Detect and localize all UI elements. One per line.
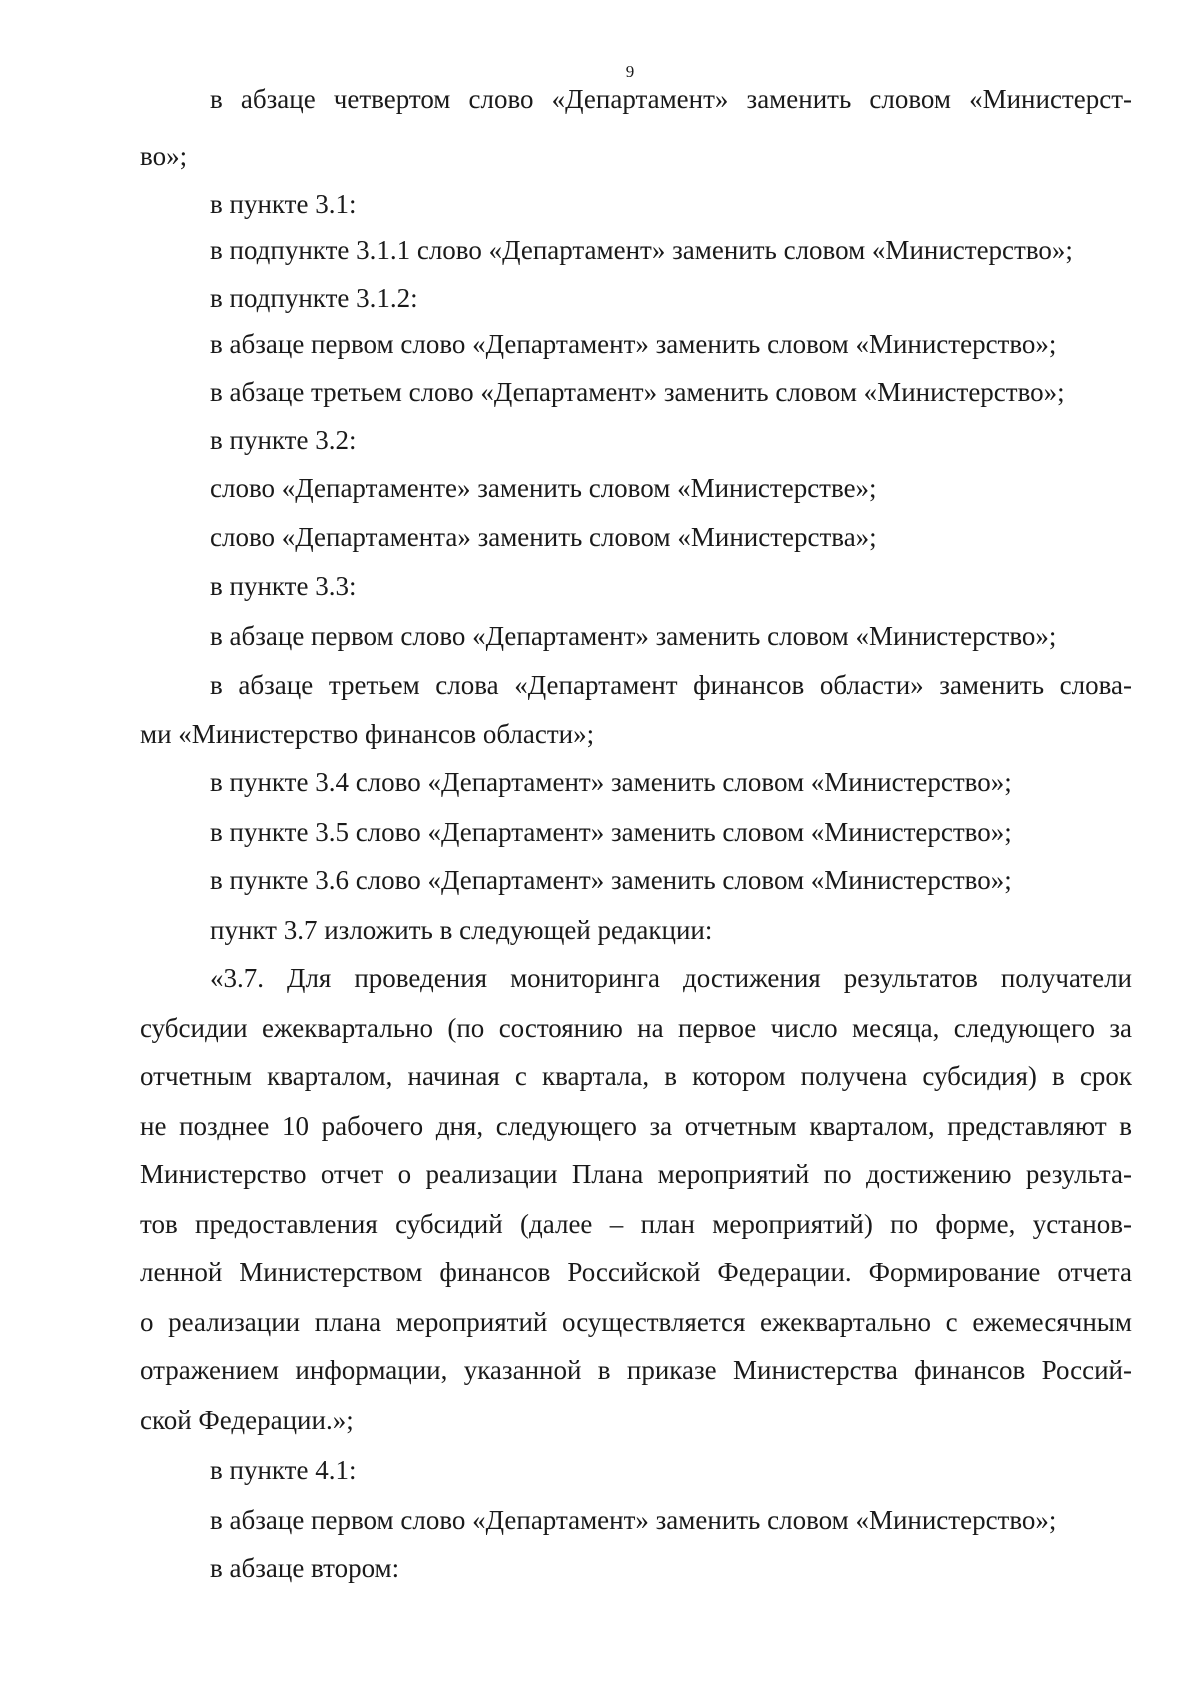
- text-line: «3.7. Для проведения мониторинга достижения результатов получатели: [210, 963, 1132, 993]
- text-line: отражением информации, указанной в приказе Министерства финансов Россий-: [140, 1355, 1132, 1385]
- text-line: в пункте 4.1:: [210, 1455, 357, 1485]
- text-line: в абзаце четвертом слово «Департамент» заменить словом «Министерст-: [210, 84, 1132, 114]
- page-number: 9: [625, 62, 635, 81]
- text-line: в подпункте 3.1.1 слово «Департамент» заменить словом «Министерство»;: [210, 235, 1073, 265]
- text-line: в пункте 3.3:: [210, 571, 357, 601]
- text-line: о реализации плана мероприятий осуществляется ежеквартально с ежемесячным: [140, 1307, 1132, 1337]
- text-line: в абзаце втором:: [210, 1553, 400, 1583]
- text-line: в абзаце первом слово «Департамент» заменить словом «Министерство»;: [210, 329, 1057, 359]
- text-line: тов предоставления субсидий (далее – план мероприятий) по форме, установ-: [140, 1209, 1132, 1239]
- text-line: Министерство отчет о реализации Плана мероприятий по достижению результа-: [140, 1159, 1132, 1189]
- text-line: слово «Департаменте» заменить словом «Министерстве»;: [210, 473, 877, 503]
- text-line: в пункте 3.1:: [210, 189, 357, 219]
- text-line: в абзаце третьем слово «Департамент» заменить словом «Министерство»;: [210, 377, 1065, 407]
- text-line: в пункте 3.4 слово «Департамент» заменить словом «Министерство»;: [210, 767, 1012, 797]
- text-line: в абзаце третьем слова «Департамент финансов области» заменить слова-: [210, 670, 1132, 700]
- text-line: отчетным кварталом, начиная с квартала, в котором получена субсидия) в срок: [140, 1061, 1132, 1091]
- text-line: в пункте 3.6 слово «Департамент» заменить словом «Министерство»;: [210, 865, 1012, 895]
- text-line: ской Федерации.»;: [140, 1405, 354, 1435]
- text-line: в пункте 3.5 слово «Департамент» заменить словом «Министерство»;: [210, 817, 1012, 847]
- text-line: пункт 3.7 изложить в следующей редакции:: [210, 915, 713, 945]
- text-line: слово «Департамента» заменить словом «Министерства»;: [210, 522, 877, 552]
- text-line: в пункте 3.2:: [210, 425, 357, 455]
- text-line: во»;: [140, 141, 188, 171]
- text-line: в подпункте 3.1.2:: [210, 283, 418, 313]
- text-line: в абзаце первом слово «Департамент» заменить словом «Министерство»;: [210, 621, 1057, 651]
- text-line: в абзаце первом слово «Департамент» заменить словом «Министерство»;: [210, 1505, 1057, 1535]
- text-line: не позднее 10 рабочего дня, следующего за отчетным кварталом, представляют в: [140, 1111, 1132, 1141]
- text-line: ленной Министерством финансов Российской Федерации. Формирование отчета: [140, 1257, 1132, 1287]
- text-line: субсидии ежеквартально (по состоянию на первое число месяца, следующего за: [140, 1013, 1132, 1043]
- text-line: ми «Министерство финансов области»;: [140, 719, 595, 749]
